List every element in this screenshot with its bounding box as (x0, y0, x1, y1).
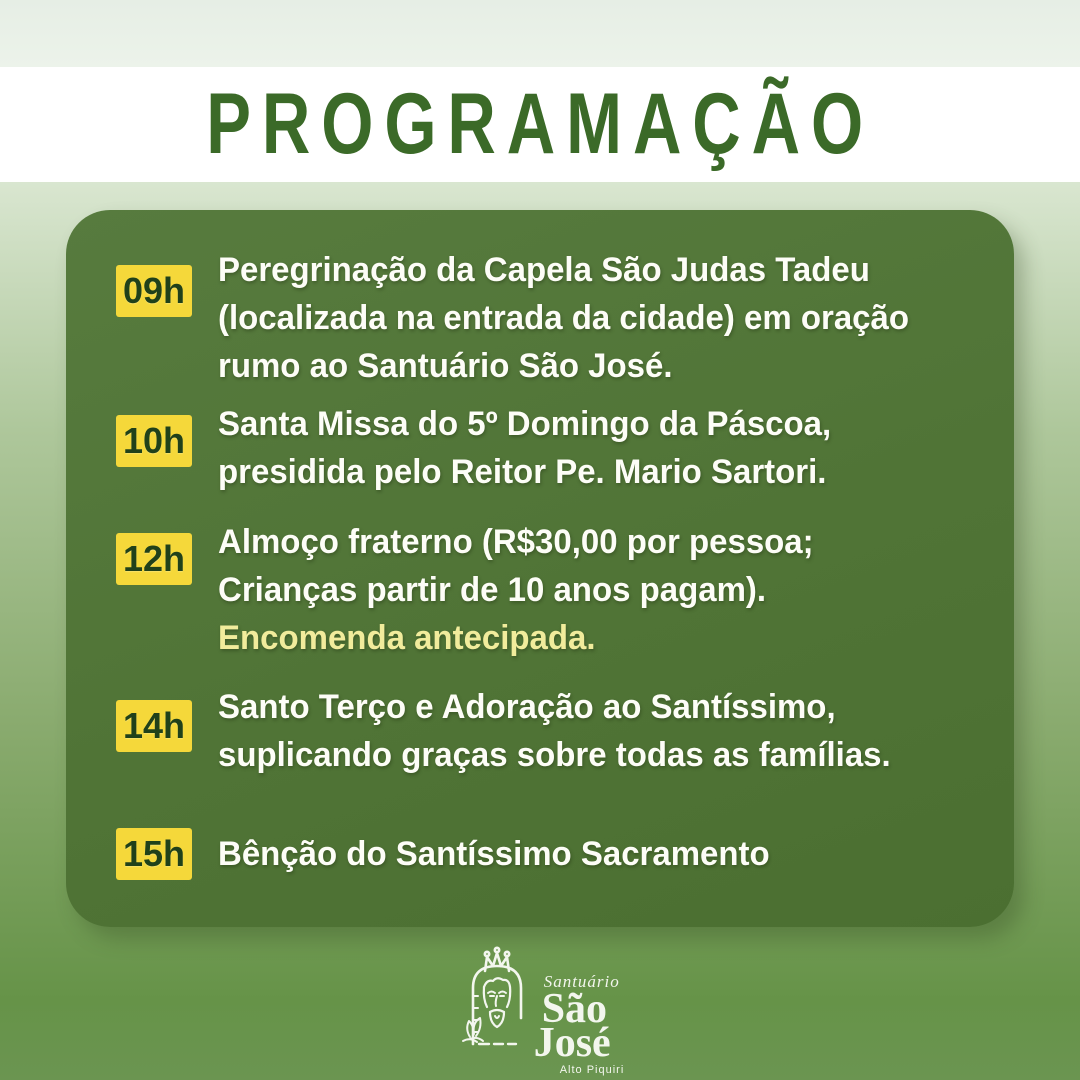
schedule-row-09h (116, 246, 988, 390)
schedule-row-12h (116, 518, 988, 662)
schedule-row-15h (116, 828, 988, 880)
event-line: (localizada na entrada da cidade) em oração (218, 299, 909, 337)
event-line: Santa Missa do 5º Domingo da Páscoa, (218, 405, 832, 443)
event-line: Peregrinação da Capela São Judas Tadeu (218, 251, 870, 289)
event-line: Santo Terço e Adoração ao Santíssimo, (218, 688, 836, 726)
schedule-row-14h (116, 683, 988, 779)
logo-brand-name-sao: São (541, 986, 608, 1032)
event-description (218, 683, 891, 779)
event-description (218, 830, 770, 878)
event-description (218, 246, 909, 390)
logo-text (534, 972, 625, 1076)
sao-jose-logo-icon (456, 946, 538, 1052)
schedule-card (66, 210, 1014, 927)
sanctuary-logo (0, 946, 1080, 1076)
top-strip (0, 0, 1080, 67)
time-badge: 09h (116, 265, 192, 317)
event-note-line: Encomenda antecipada. (218, 619, 596, 657)
event-line: Crianças partir de 10 anos pagam). (218, 571, 767, 609)
time-badge: 15h (116, 828, 192, 880)
logo-location: Alto Piquiri (559, 1064, 625, 1076)
page-title: PROGRAMAÇÃO (206, 76, 874, 172)
event-line: presidida pelo Reitor Pe. Mario Sartori. (218, 453, 827, 491)
time-badge: 14h (116, 700, 192, 752)
event-line: Bênção do Santíssimo Sacramento (218, 835, 770, 873)
event-line: suplicando graças sobre todas as famílias. (218, 736, 891, 774)
schedule-row-10h (116, 400, 988, 496)
logo-brand-name-jose: José (533, 1020, 611, 1066)
logo-brand-small: Santuário (543, 972, 620, 991)
event-description (218, 400, 831, 496)
event-description (218, 518, 814, 662)
event-line: Almoço fraterno (R$30,00 por pessoa; (218, 523, 814, 561)
time-badge: 10h (116, 415, 192, 467)
time-badge: 12h (116, 533, 192, 585)
title-band (0, 67, 1080, 182)
event-line: rumo ao Santuário São José. (218, 347, 673, 385)
